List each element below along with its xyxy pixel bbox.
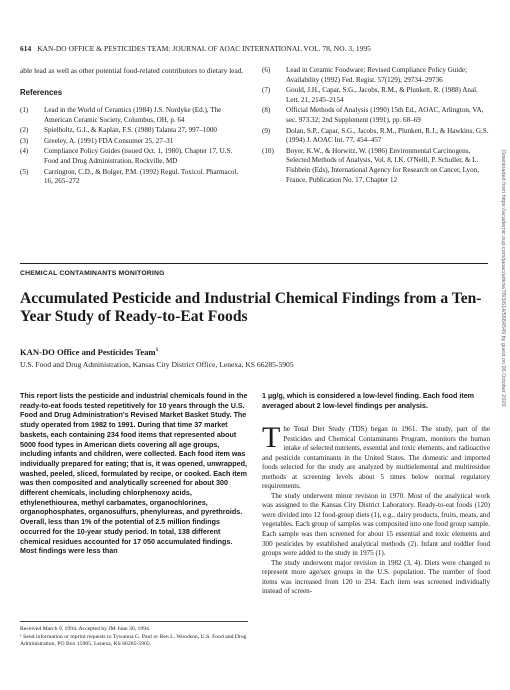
page-number: 614: [20, 44, 32, 53]
reference-item: (10) Boyer, K.W., & Horwitz, W. (1986) Environmental Carcinogens, Selected Methods of Analysis, Vol. 8, I.K. O'Neill, P. Schuller, & L. Fishbein (Eds), International Agency for Research on Cancer, Lyon, France, Publication No. 17, Chapter 12: [262, 146, 479, 184]
footnote-received: Received March 9, 1994. Accepted by JM June 30, 1994.: [20, 626, 151, 632]
references-heading: References: [20, 88, 63, 97]
drop-cap: T: [262, 421, 281, 454]
reference-item: (9) Dolan, S.P., Capar, S.G., Jacobs, R.M., Plunkett, R.J., & Hawkins, G.S. (1994) J. AOAC Int. 77, 454–457: [262, 126, 489, 145]
article-title: Accumulated Pesticide and Industrial Chemical Findings from a Ten-Year Study of Ready-to-Eat Foods: [20, 290, 482, 325]
references-list-right: [262, 66, 490, 186]
reference-item: (5) Carrington, C.D., & Bolger, P.M. (1992) Regul. Toxicol. Pharmacol. 16, 265–272: [20, 167, 239, 186]
download-watermark: Downloaded from https://academic.oup.com/jaoac/article/78/3/614/5684549 by guest on 06 October 2020: [500, 150, 506, 407]
reference-item: (2) Spielholtz, G.I., & Kaplan, F.S. (1980) Talanta 27, 997–1000: [20, 126, 217, 135]
references-list-left: [20, 106, 248, 187]
abstract-right: 1 µg/g, which is considered a low-level finding. Each food item averaged about 2 low-level findings per analysis.: [262, 392, 475, 410]
reference-item: (7) Gould, J.H., Capar, S.G., Jacobs, R.M., & Plunkett, R. (1988) Anal. Lett. 21, 2145–2154: [262, 86, 478, 104]
footnotes: [20, 621, 248, 649]
article-body: [262, 421, 490, 597]
reference-item: (4) Compliance Policy Guides (issued Oct. 1, 1980), Chapter 17, U.S. Food and Drug Administration, Rockville, MD: [20, 147, 233, 165]
abstract-left: This report lists the pesticide and industrial chemicals found in the ready-to-eat foods tested repetitively for 10 years through the U.S. Food and Drug Administration's Revised Market Basket Study. The study operated from 1982 to 1991. During that time 37 market baskets, each containing 234 food items that represented about 5000 food types in American diets covering all age groups, including infants and children, were collected. Each food item was individually prepared for eating; that is, it was opened, unwrapped, washed, peeled, sliced, formulated by recipe, or cooked. Each item was then composited and analytically screened for about 300 different chemicals, including chlorphenoxy acids, ethylenethiourea, methyl carbamates, organochlorines, organophosphates, organosulfurs, phenylureas, and pyrethroids. Overall, less than 1% of the potential of 2.5 million findings occurred for the 10-year study period. In total, 138 different chemical residues accounted for 17 050 accumulated findings. Most findings were less than: [20, 392, 248, 556]
author-affiliation: U.S. Food and Drug Administration, Kansas City District Office, Lenexa, KS 66285-5905: [20, 360, 294, 369]
reference-item: (8) Official Methods of Analysis (1990) 15th Ed., AOAC, Arlington, VA, sec. 973.32; 2nd Supplement (1991), pp. 68–69: [262, 106, 484, 124]
reference-item: (6) Lead in Ceramic Foodware; Revised Compliance Policy Guide; Availability (1992) Fed. Regist. 57(129), 29734–29736: [262, 66, 468, 84]
previous-article-left-column: [20, 66, 248, 188]
body-paragraph: The Total Diet Study (TDS) began in 1961. The study, part of the Pesticides and Chemical Contaminants Program, monitors the human intake of selected nutrients, essential and toxic elements, and radioactive and pesticide contaminants in the United States. The domestic and imported foods selected for the study are analyzed by multielemental and multiresidue methods at screening levels about 5 times below normal regulatory requirements.: [262, 421, 490, 491]
reference-item: (3) Greeley, A. (1991) FDA Consumer 25, 27–31: [20, 136, 174, 145]
footnote-reprints: ¹ Send information or reprint requests to Tywanna G. Paul or Ben L. Woodson, U.S. Food and Drug Administration, PO Box 15905, Lenexa, KS 66285-5905.: [20, 633, 247, 648]
body-paragraph: The study underwent minor revision in 1970. Most of the analytical work was assigned to the Kansas City District Laboratory. Ready-to-eat foods (120) were divided into 12 food-group diets (1), e.g., dairy products, fruits, meats, and vegetables. Each group of samples was composited into one food group sample. Each sample was then screened for about 15 essential and toxic elements and 300 pesticides by established analytical methods (2). Infant and toddler food groups were added to the study in 1975 (1).: [262, 491, 490, 558]
running-head: [20, 44, 371, 53]
author-footnote-marker: 1: [155, 347, 159, 354]
article-authors: KAN-DO Office and Pesticides Team$^1$: [20, 347, 159, 357]
body-paragraph: The study underwent major revision in 1982 (3, 4). Diets were changed to represent more age/sex groups in the U.S. population. The number of food items was increased from 120 to 234. Each item was screened individually instead of screen-: [262, 558, 490, 596]
reference-item: (1) Lead in the World of Ceramics (1984) J.S. Nordyke (Ed.), The American Ceramic Society, Columbus, OH, p. 64: [20, 106, 222, 124]
continuation-text: able lead as well as other potential food-related contributors to dietary lead.: [20, 66, 244, 75]
section-label: CHEMICAL CONTAMINANTS MONITORING: [20, 263, 488, 277]
journal-citation: KAN-DO OFFICE & PESTICIDES TEAM: JOURNAL OF AOAC INTERNATIONAL VOL. 78, NO. 3, 1995: [37, 44, 371, 53]
